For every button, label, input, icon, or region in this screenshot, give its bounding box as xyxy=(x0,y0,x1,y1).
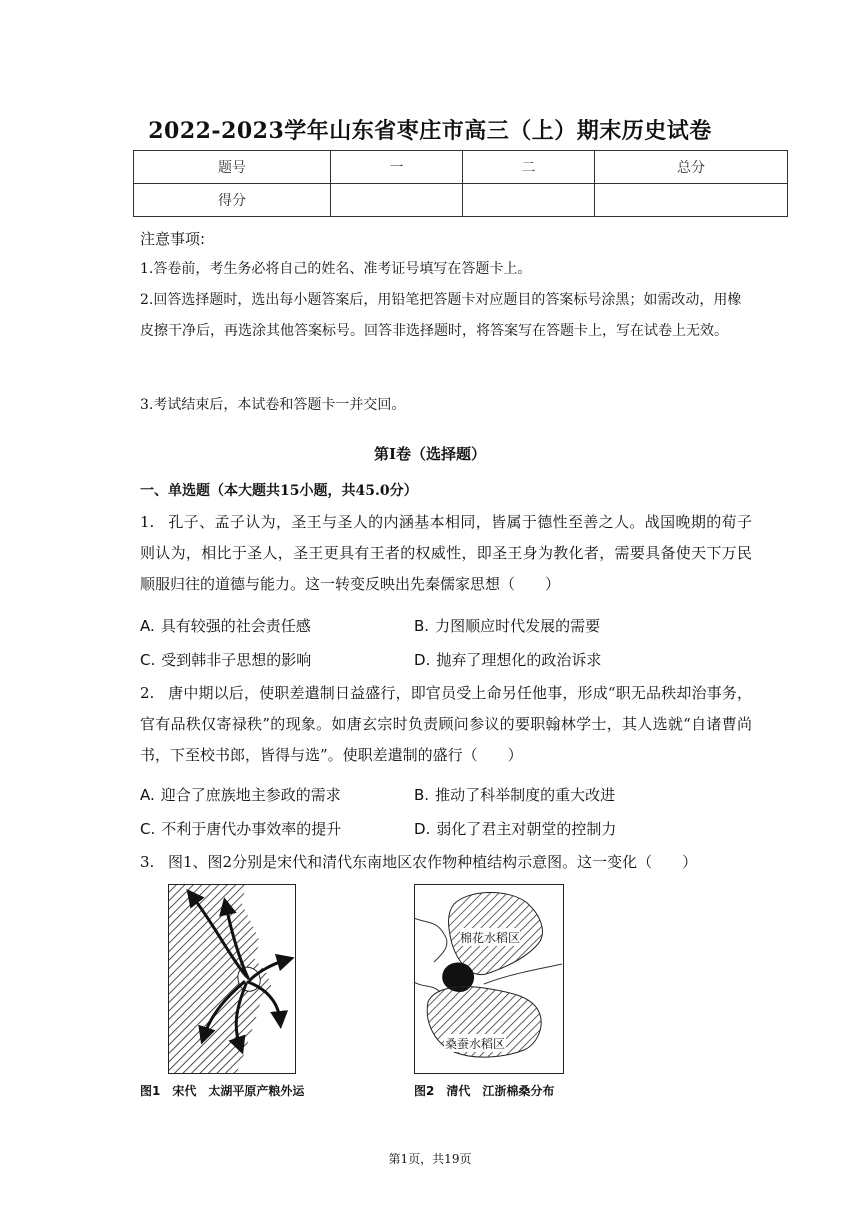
option-d[interactable] xyxy=(414,649,601,670)
option-b[interactable] xyxy=(414,784,615,805)
option-text: 推动了科举制度的重大改进 xyxy=(435,786,616,804)
figure-1-caption: 图1 宋代 太湖平原产粮外运 xyxy=(140,1084,305,1098)
page-footer: 第1页，共19页 xyxy=(388,1152,472,1166)
option-text: 不利于唐代办事效率的提升 xyxy=(161,820,342,838)
option-c[interactable] xyxy=(140,818,341,839)
option-letter: D. xyxy=(414,651,431,669)
score-cell xyxy=(595,184,788,217)
option-letter: B. xyxy=(414,786,430,804)
option-text: 力图顺应时代发展的需要 xyxy=(435,617,601,635)
notice-heading: 注意事项: xyxy=(140,230,206,248)
question-stem: 唐中期以后，使职差遣制日益盛行，即官员受上命另任他事，形成“职无品秩却治事务，官有品秩仅寄禄秩”的现象。如唐玄宗时负责顾问参议的要职翰林学士，其人选就“自诸曹尚书，下至校书郎，皆得与选”。使职差遣制的盛行（ ） xyxy=(140,684,752,764)
option-text: 迎合了庶族地主参政的需求 xyxy=(160,786,341,804)
figure-1-map xyxy=(168,884,296,1074)
question-number: 1. xyxy=(140,513,155,531)
score-table-header-row xyxy=(134,151,788,184)
question-number: 3. xyxy=(140,853,155,871)
question-2 xyxy=(140,678,752,771)
score-cell xyxy=(463,184,595,217)
option-letter: C. xyxy=(140,651,156,669)
notice-item: 2.回答选择题时，选出每小题答案后，用铅笔把答题卡对应题目的答案标号涂黑；如需改动，用橡皮擦干净后，再选涂其他答案标号。回答非选择题时，将答案写在答题卡上，写在试卷上无效。 xyxy=(140,292,742,339)
question-stem: 图1、图2分别是宋代和清代东南地区农作物种植结构示意图。这一变化（ ） xyxy=(168,853,698,871)
section-title: 第I卷（选择题） xyxy=(373,445,487,463)
figure-2-caption: 图2 清代 江浙棉桑分布 xyxy=(414,1084,555,1098)
score-header-cell: 题号 xyxy=(134,151,331,184)
score-table xyxy=(133,150,788,217)
figure-2-map xyxy=(414,884,564,1074)
option-letter: C. xyxy=(140,820,156,838)
score-header-cell: 一 xyxy=(331,151,463,184)
question-number: 2. xyxy=(140,684,155,702)
option-text: 抛弃了理想化的政治诉求 xyxy=(436,651,602,669)
score-cell xyxy=(331,184,463,217)
score-row-label: 得分 xyxy=(134,184,331,217)
option-b[interactable] xyxy=(414,615,600,636)
option-a[interactable] xyxy=(140,615,311,636)
exam-title: 2022-2023学年山东省枣庄市高三（上）期末历史试卷 xyxy=(148,118,712,144)
option-text: 受到韩非子思想的影响 xyxy=(161,651,312,669)
option-text: 弱化了君主对朝堂的控制力 xyxy=(436,820,617,838)
notice-item: 1.答卷前，考生务必将自己的姓名、准考证号填写在答题卡上。 xyxy=(140,261,532,277)
notice-item: 3.考试结束后，本试卷和答题卡一并交回。 xyxy=(140,397,406,413)
score-header-cell: 二 xyxy=(463,151,595,184)
score-table-score-row xyxy=(134,184,788,217)
question-1 xyxy=(140,507,752,600)
option-a[interactable] xyxy=(140,784,341,805)
cotton-rice-label: 棉花水稻区 xyxy=(459,931,521,945)
option-letter: D. xyxy=(414,820,431,838)
score-header-cell: 总分 xyxy=(595,151,788,184)
silk-rice-label: 桑蚕水稻区 xyxy=(444,1037,506,1051)
option-text: 具有较强的社会责任感 xyxy=(160,617,311,635)
question-stem: 孔子、孟子认为，圣王与圣人的内涵基本相同，皆属于德性至善之人。战国晚期的荀子则认为，相比于圣人，圣王更具有王者的权威性，即圣王身为教化者，需要具备使天下万民顺服归往的道德与能力。这一转变反映出先秦儒家思想（ ） xyxy=(140,513,752,593)
question-3 xyxy=(140,847,752,878)
part-title: 一、单选题（本大题共15小题，共45.0分） xyxy=(140,483,418,499)
option-letter: A. xyxy=(140,786,155,804)
option-letter: B. xyxy=(414,617,430,635)
option-d[interactable] xyxy=(414,818,616,839)
option-letter: A. xyxy=(140,617,155,635)
option-c[interactable] xyxy=(140,649,311,670)
